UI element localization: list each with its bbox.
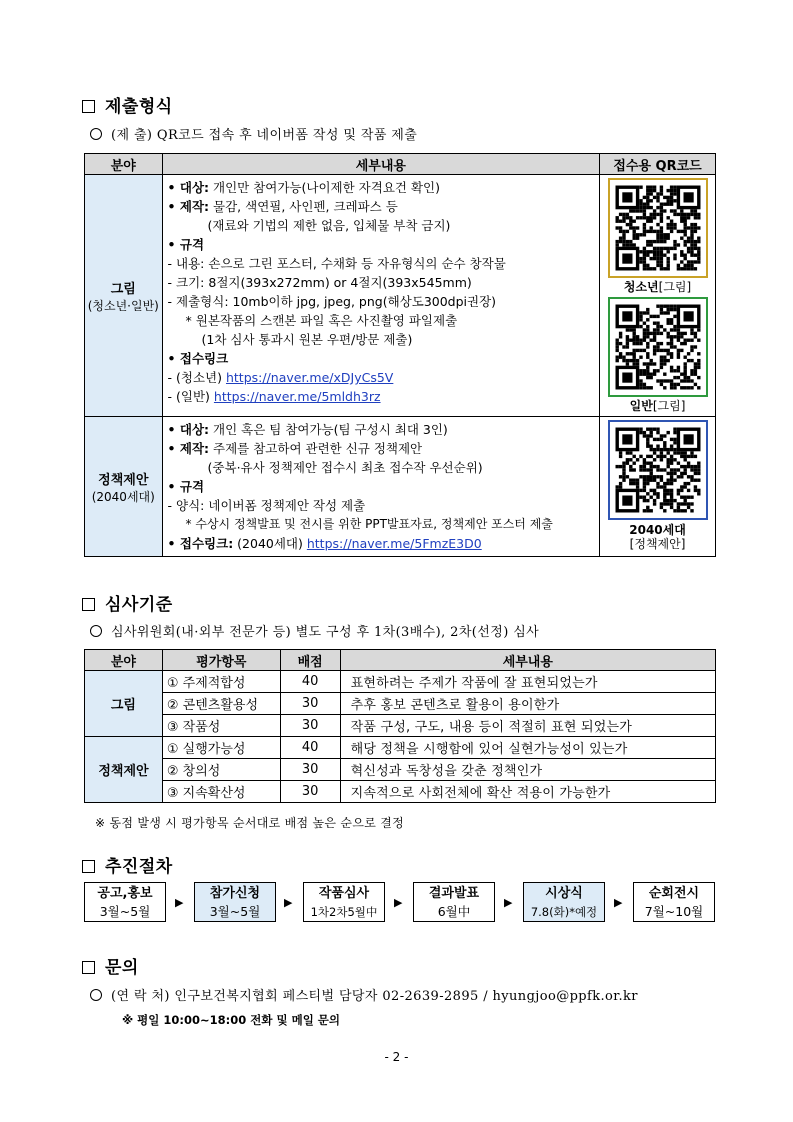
header-qr: 접수용 QR코드 [600,154,716,175]
detail-line: • 제작: 주제를 참고하여 관련한 신규 정책제안 [167,441,423,456]
drawing-row [85,175,716,417]
judge-detail: 지속적으로 사회전체에 확산 적용이 가능한가 [340,781,715,803]
qr-policy-icon[interactable] [608,420,708,520]
policy-category: 정책제안 (2040세대) [85,417,163,557]
policy-detail [162,417,600,557]
header-score: 배점 [280,650,340,671]
judging-intro: 심사위원회(내·외부 전문가 등) 별도 구성 후 1차(3배수), 2차(선정) 심사 [90,621,539,640]
judge-detail: 해당 정책을 시행함에 있어 실현가능성이 있는가 [340,737,715,759]
drawing-qr-cell [600,175,716,417]
detail-line: * 수상시 정책발표 및 전시를 위한 PPT발표자료, 정책제안 포스터 제출 [185,517,553,531]
section-contact-title: 문의 [82,953,139,978]
circle-bullet-icon [90,128,102,140]
detail-line: • 접수링크: (2040세대) https://naver.me/5FmzE3D0 [167,536,482,551]
contact-line: (연 락 처) 인구보건복지협회 페스티벌 담당자 02-2639-2895 / hyungjoo@ppfk.or.kr [90,985,638,1004]
detail-line: (재료와 기법의 제한 없음, 입체물 부착 금지) [207,218,451,233]
qr-youth-caption: 청소년[그림] [623,280,692,294]
section-submission-title [82,92,173,117]
arrow-right-icon: ▶ [284,896,293,909]
drawing-category: 그림 (청소년·일반) [85,175,163,417]
detail-line: • 대상: 개인 혹은 팀 참여가능(팀 구성시 최대 3인) [167,422,448,437]
process-steps [84,882,716,924]
judge-detail: 추후 홍보 콘텐츠로 활용이 용이한가 [340,693,715,715]
circle-bullet-icon [90,989,102,1001]
detail-line: - (일반) https://naver.me/5mldh3rz [167,389,381,404]
circle-bullet-icon [90,625,102,637]
checkbox-square-icon [82,860,95,873]
judge-item: ② 콘텐츠활용성 [162,693,280,715]
contact-note: ※ 평일 10:00~18:00 전화 및 메일 문의 [122,1013,341,1027]
judge-score: 40 [280,671,340,693]
judge-item: ③ 지속확산성 [162,781,280,803]
policy-qr-cell [600,417,716,557]
detail-line: • 규격 [167,237,205,252]
detail-line: (중복·유사 정책제안 접수시 최초 접수작 우선순위) [207,460,483,475]
judging-note: ※ 동점 발생 시 평가항목 순서대로 배점 높은 순으로 결정 [95,816,405,830]
table-row [85,737,716,759]
table-row [85,715,716,737]
arrow-right-icon: ▶ [504,896,513,909]
qr-general-caption: 일반[그림] [629,399,686,413]
qr-policy-caption: 2040세대 [정책제안] [629,523,686,551]
table-row [85,671,716,693]
table-row [85,759,716,781]
judge-item: ③ 작품성 [162,715,280,737]
qr-general-icon[interactable] [608,297,708,397]
judge-score: 30 [280,759,340,781]
drawing-detail [162,175,600,417]
judge-category-drawing: 그림 [85,671,163,737]
detail-line: • 접수링크 [167,351,229,366]
judge-item: ② 창의성 [162,759,280,781]
process-step-6: 순회전시 7월~10월 [633,882,715,922]
checkbox-square-icon [82,598,95,611]
header-category: 분야 [85,650,163,671]
submission-header-row [85,154,716,175]
header-detail: 세부내용 [162,154,600,175]
judge-item: ① 주제적합성 [162,671,280,693]
judging-header-row [85,650,716,671]
judge-category-policy: 정책제안 [85,737,163,803]
detail-line: • 제작: 물감, 색연필, 사인펜, 크레파스 등 [167,199,398,214]
checkbox-square-icon [82,961,95,974]
qr-youth-icon[interactable] [608,178,708,278]
header-category: 분야 [85,154,163,175]
section-title-text: 제출형식 [105,97,173,117]
detail-line: • 대상: 개인만 참여가능(나이제한 자격요건 확인) [167,180,440,195]
table-row [85,693,716,715]
detail-line: - 양식: 네이버폼 정책제안 작성 제출 [167,498,366,513]
judge-detail: 표현하려는 주제가 작품에 잘 표현되었는가 [340,671,715,693]
process-step-1: 공고,홍보 3월~5월 [84,882,166,922]
checkbox-square-icon [82,100,95,113]
page-number: - 2 - [384,1050,409,1064]
header-detail: 세부내용 [340,650,715,671]
link-youth[interactable]: https://naver.me/xDJyCs5V [225,370,394,385]
section-process-title: 추진절차 [82,852,173,877]
detail-line: - 내용: 손으로 그린 포스터, 수채화 등 자유형식의 순수 창작물 [167,256,506,271]
judge-score: 30 [280,715,340,737]
process-step-2: 참가신청 3월~5월 [194,882,276,922]
arrow-right-icon: ▶ [394,896,403,909]
detail-line: * 원본작품의 스캔본 파일 혹은 사진촬영 파일제출 [185,313,458,328]
judge-item: ① 실행가능성 [162,737,280,759]
process-step-3: 작품심사 1차2차5월中 [303,882,385,922]
process-step-5: 시상식 7.8(화)*예정 [523,882,605,922]
judge-detail: 혁신성과 독창성을 갖춘 정책인가 [340,759,715,781]
process-step-4: 결과발표 6월中 [413,882,495,922]
judge-detail: 작품 구성, 구도, 내용 등이 적절히 표현 되었는가 [340,715,715,737]
policy-row [85,417,716,557]
judge-score: 30 [280,693,340,715]
submission-intro: (제 출) QR코드 접속 후 네이버폼 작성 및 작품 제출 [90,124,417,143]
detail-line: - (청소년) https://naver.me/xDJyCs5V [167,370,394,385]
detail-line: - 제출형식: 10mb이하 jpg, jpeg, png(해상도300dpi권장) [167,294,497,309]
detail-line: (1차 심사 통과시 원본 우편/방문 제출) [201,332,413,347]
detail-line: • 규격 [167,479,205,494]
table-row [85,781,716,803]
judging-table [84,649,716,803]
submission-table [84,153,716,557]
detail-line: - 크기: 8절지(393x272mm) or 4절지(393x545mm) [167,275,472,290]
arrow-right-icon: ▶ [175,896,184,909]
header-item: 평가항목 [162,650,280,671]
judge-score: 30 [280,781,340,803]
arrow-right-icon: ▶ [614,896,623,909]
link-policy[interactable]: https://naver.me/5FmzE3D0 [306,536,482,551]
judge-score: 40 [280,737,340,759]
section-judging-title: 심사기준 [82,590,173,615]
link-general[interactable]: https://naver.me/5mldh3rz [213,389,381,404]
